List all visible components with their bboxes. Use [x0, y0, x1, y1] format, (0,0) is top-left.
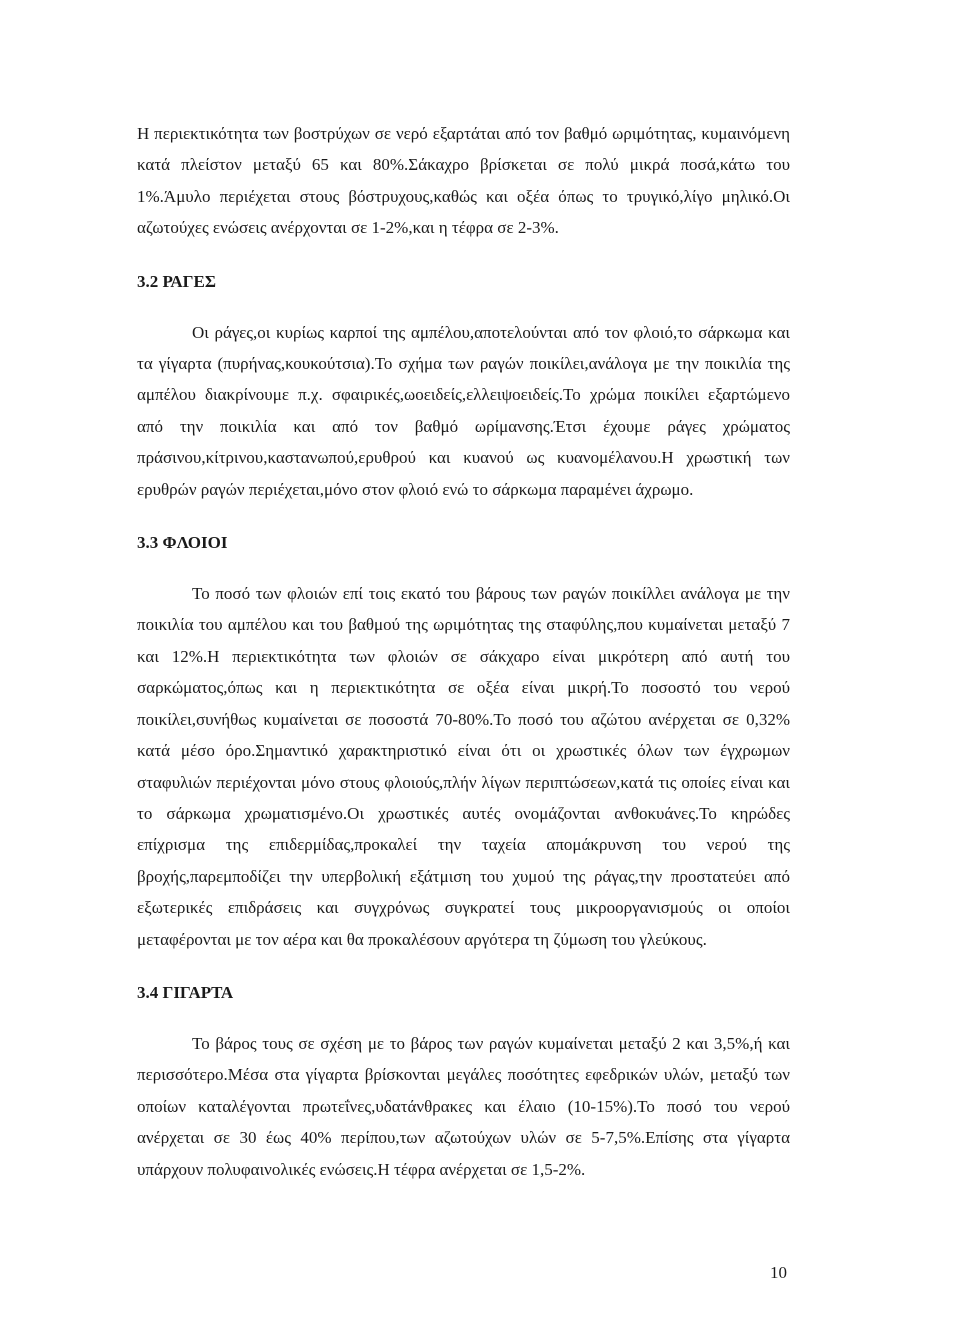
- section-paragraph-floioi: Το ποσό των φλοιών επί τοις εκατό του βάρους των ραγών ποικίλλει ανάλογα με την ποικιλία του αμπέλου και του βαθμού της ωριμότητας της σταφύλης,που κυμαίνεται μεταξύ 7 και 12%.Η περιεκτικότητα των φλοιών σε σάκχαρο είναι μικρότερη από αυτή του σαρκώματος,όπως και η περιεκτικότητα σε οξέα είναι μικρή.Το ποσοστό του νερού ποικίλει,συνήθως κυμαίνεται σε ποσοστά 70-80%.Το ποσό του αζώτου ανέρχεται σε 0,32% κατά μέσο όρο.Σημαντικό χαρακτηριστικό είναι ότι οι χρωστικές όλων των έγχρωμων σταφυλιών περιέχονται μόνο στους φλοιούς,πλήν λίγων περιπτώσεων,κατά τις οποίες είναι και το σάρκωμα χρωματισμένο.Οι χρωστικές αυτές ονομάζονται ανθοκυάνες.Το κηρώδες επίχρισμα της επιδερμίδας,προκαλεί την ταχεία απομάκρυνση του νερού της βροχής,παρεμποδίζει την υπερβολική εξάτμιση του χυμού της ράγας,την προστατεύει από εξωτερικές επιδράσεις και συγχρόνως συγκρατεί τους μικροοργανισμούς οι οποίοι μεταφέρονται με τον αέρα και θα προκαλέσουν αργότερα τη ζύμωση του γλεύκους.: [137, 584, 790, 949]
- document-body: [137, 118, 790, 1185]
- intro-paragraph: Η περιεκτικότητα των βοστρύχων σε νερό εξαρτάται από τον βαθμό ωριμότητας, κυμαινόμενη κατά πλείστον μεταξύ 65 και 80%.Σάκαχρο βρίσκεται σε πολύ μικρά ποσά,κάτω του 1%.Άμυλο περιέχεται στους βόστρυχους,καθώς και οξέα όπως το τρυγικό,λίγο μηλικό.Οι αζωτούχες ενώσεις ανέρχονται σε 1-2%,και η τέφρα σε 2-3%.: [137, 124, 790, 238]
- page-number: 10: [770, 1263, 787, 1282]
- section-paragraph-gigarta: Το βάρος τους σε σχέση με το βάρος των ραγών κυμαίνεται μεταξύ 2 και 3,5%,ή και περισσότερο.Μέσα στα γίγαρτα βρίσκονται μεγάλες ποσότητες εφεδρικών υλών, μεταξύ των οποίων καταλέγονται πρωτεΐνες,υδατάνθρακες και έλαιο (10-15%).Το ποσό του νερού ανέρχεται σε 30 έως 40% περίπου,των αζωτούχων υλών σε 5-7,5%.Επίσης στα γίγαρτα υπάρχουν πολυφαινολικές ενώσεις.Η τέφρα ανέρχεται σε 1,5-2%.: [137, 1033, 790, 1179]
- section-heading-gigarta: 3.4 ΓΙΓΑΡΤΑ: [137, 982, 234, 1002]
- section-paragraph-ragés: Οι ράγες,οι κυρίως καρποί της αμπέλου,αποτελούνται από τον φλοιό,το σάρκωμα και τα γίγαρτα (πυρήνας,κουκούτσια).Το σχήμα των ραγών ποικίλει,ανάλογα με την ποικιλία της αμπέλου διακρίνουμε π.χ. σφαιρικές,ωοειδείς,ελλειψοειδείς.Το χρώμα ποικίλει εξαρτώμενο από την ποικιλία και από τον βαθμό ωρίμανσης.Έτσι έχουμε ράγες χρώματος πράσινου,κίτρινου,καστανωπού,ερυθρού και κυανού ως κυανομέλανου.Η χρωστική των ερυθρών ραγών περιέχεται,μόνο στον φλοιό ενώ το σάρκωμα παραμένει άχρωμο.: [137, 322, 790, 499]
- section-heading-floioi: 3.3 ΦΛΟΙΟΙ: [137, 533, 228, 553]
- section-heading-ragés: 3.2 ΡΑΓΕΣ: [137, 271, 216, 291]
